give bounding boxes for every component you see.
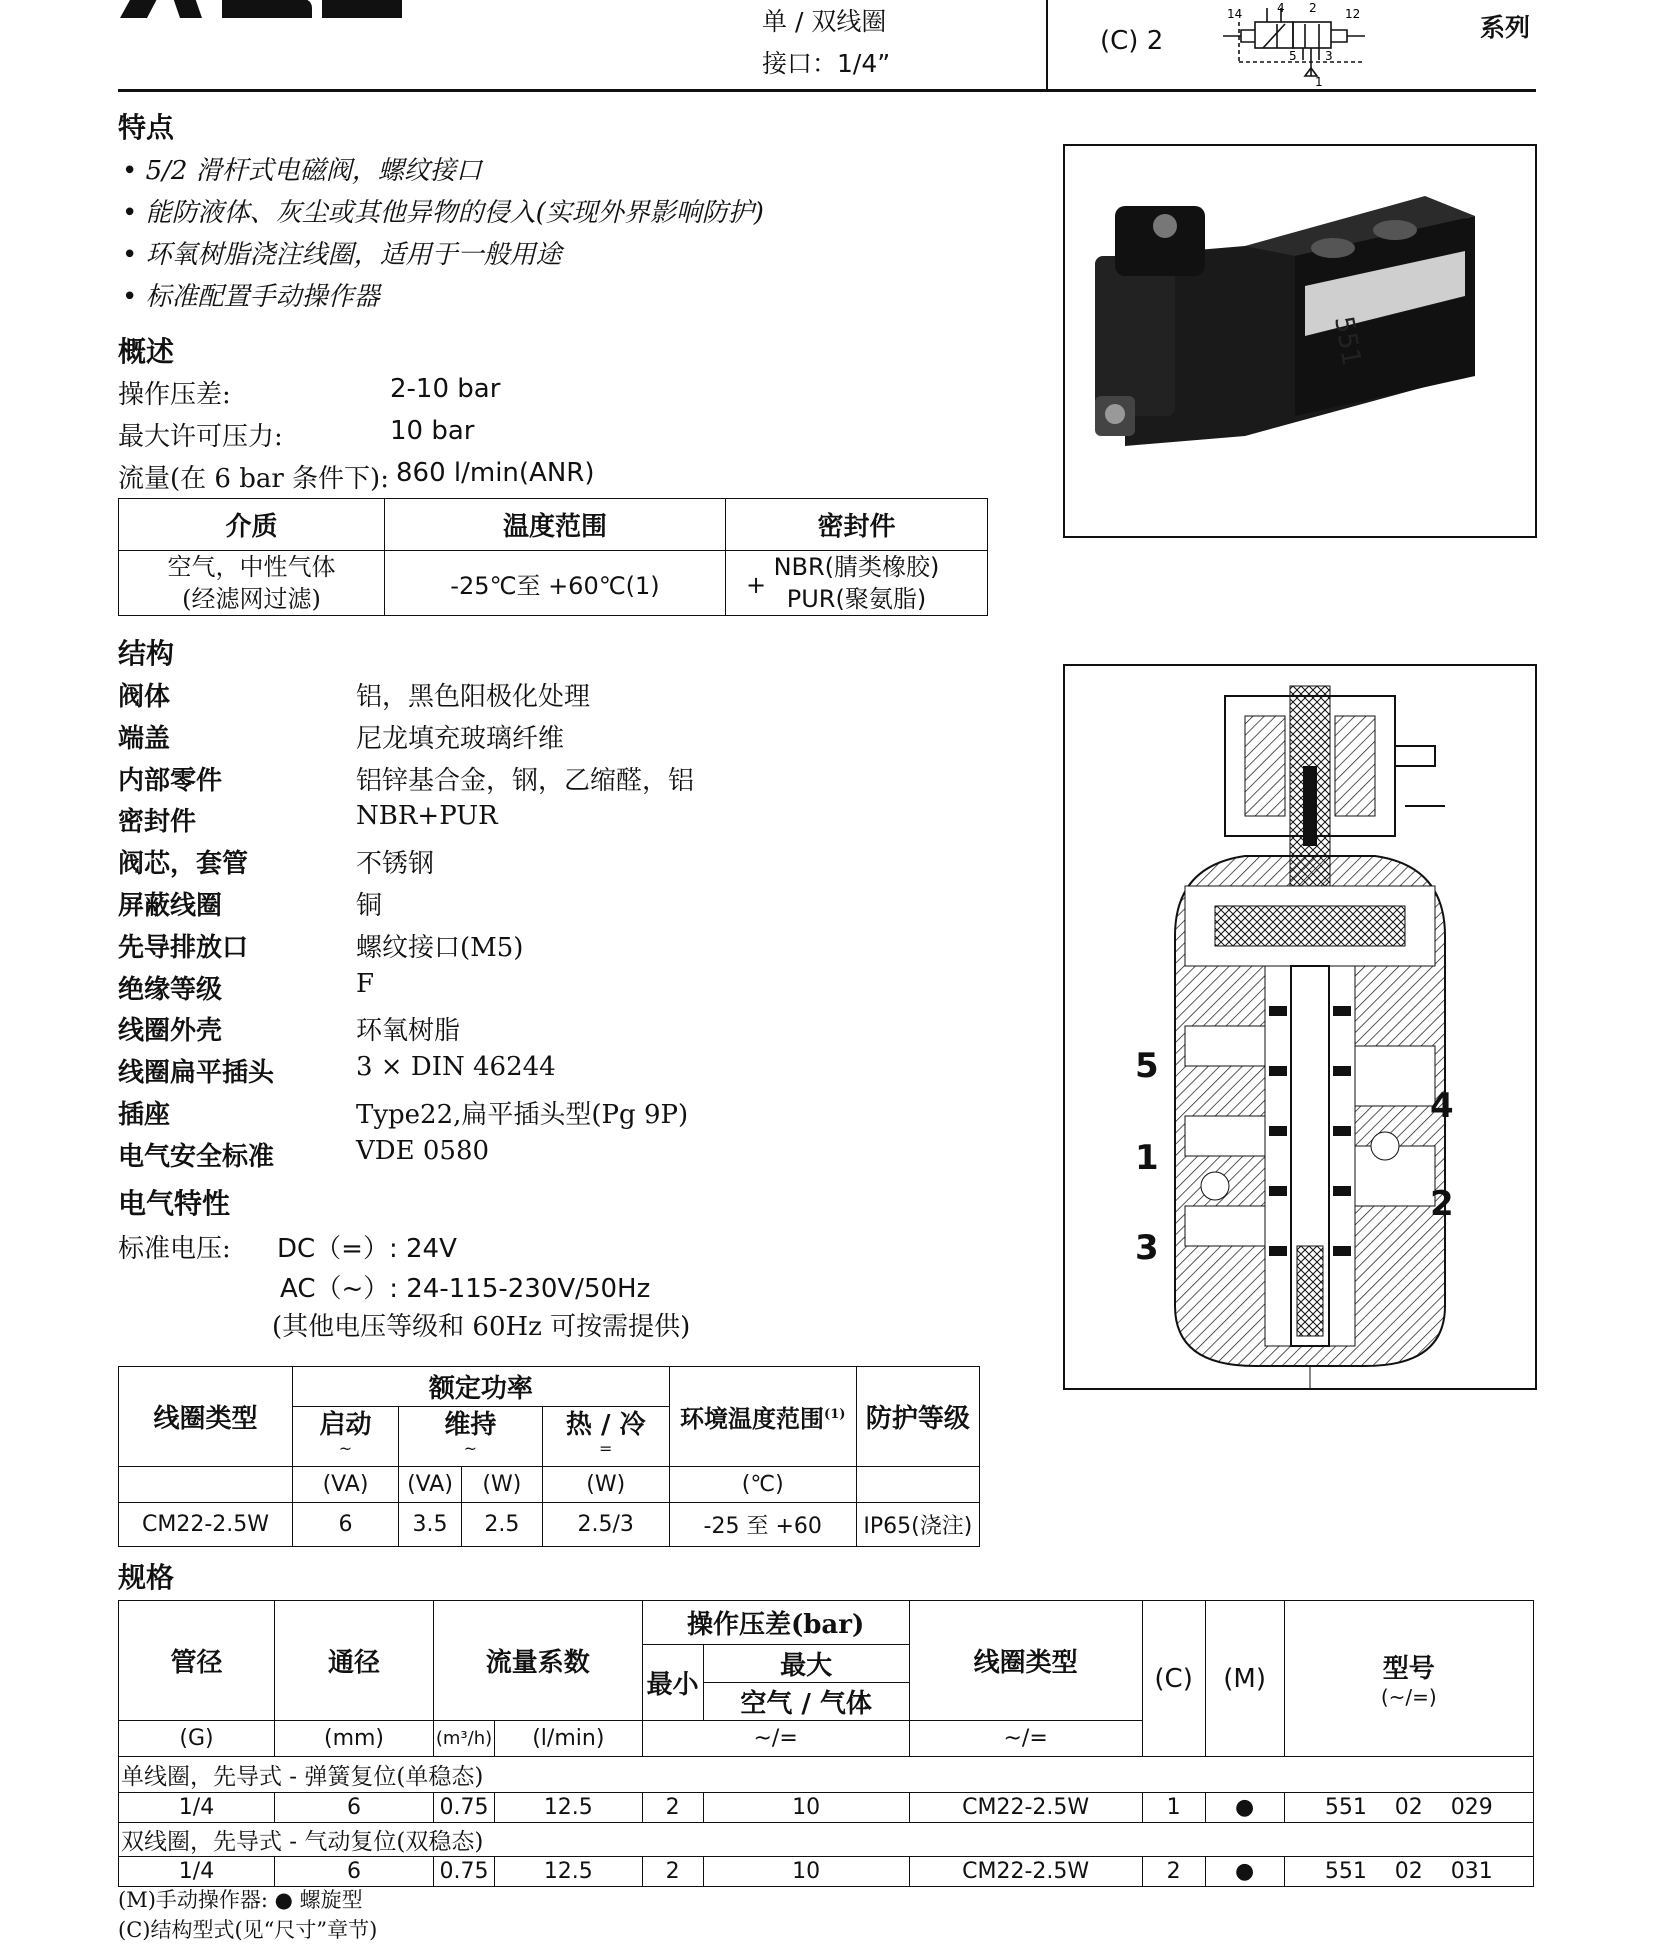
row1-l: 12.5 bbox=[495, 1793, 643, 1823]
feature-item-1: • 5/2 滑杆式电磁阀，螺纹接口 bbox=[122, 156, 482, 186]
coil-cell-type: CM22-2.5W bbox=[119, 1503, 293, 1547]
row2-kv: 0.75 bbox=[434, 1857, 495, 1887]
construction-label: 屏蔽线圈 bbox=[118, 891, 223, 921]
section-port-2: 2 bbox=[1430, 1184, 1454, 1224]
header-series: 系列 bbox=[1480, 13, 1531, 42]
th-hotcold bbox=[542, 1407, 669, 1467]
photo-label: 551 bbox=[1328, 314, 1367, 369]
row2-m: ● bbox=[1205, 1857, 1284, 1887]
features-title: 特点 bbox=[118, 111, 175, 144]
symbol-port-3: 3 bbox=[1325, 49, 1333, 63]
th-model bbox=[1284, 1601, 1533, 1757]
ambient-sup: (1) bbox=[824, 1407, 846, 1422]
construction-label: 先导排放口 bbox=[118, 932, 249, 963]
header-subtitle-2: 接口：1/4” bbox=[762, 49, 891, 78]
overview-value-2: 10 bar bbox=[390, 416, 475, 446]
unit-start: (VA) bbox=[293, 1467, 399, 1503]
construction-value: F bbox=[356, 968, 375, 999]
unit-hotcold: (W) bbox=[542, 1467, 669, 1503]
symbol-port-2: 2 bbox=[1309, 1, 1317, 15]
construction-label: 密封件 bbox=[118, 807, 197, 838]
header-subtitle-1: 单 / 双线圈 bbox=[762, 7, 887, 36]
specs-title: 规格 bbox=[118, 1561, 175, 1594]
ambient-text: 环境温度范围 bbox=[680, 1404, 825, 1433]
medium-line-1: 空气，中性气体 bbox=[167, 553, 336, 581]
construction-value: 铜 bbox=[356, 891, 383, 921]
unit-orifice: (mm) bbox=[275, 1721, 434, 1757]
specs-table bbox=[118, 1600, 1534, 1887]
unit-coil-blank bbox=[119, 1467, 293, 1503]
th-hold bbox=[399, 1407, 543, 1467]
th-seal: 密封件 bbox=[726, 499, 988, 551]
construction-label: 内部零件 bbox=[118, 765, 223, 796]
model-subtitle: (~/=) bbox=[1380, 1685, 1437, 1709]
construction-label: 插座 bbox=[118, 1100, 171, 1130]
symbol-port-1: 1 bbox=[1315, 75, 1323, 89]
unit-kv: (m³/h) bbox=[434, 1721, 495, 1757]
construction-value: 铝，黑色阳极化处理 bbox=[356, 682, 591, 712]
valve-symbol bbox=[1215, 0, 1375, 90]
row2-min: 2 bbox=[642, 1857, 703, 1887]
header-divider bbox=[1046, 0, 1048, 90]
construction-label: 绝缘等级 bbox=[118, 974, 223, 1005]
construction-label: 端盖 bbox=[118, 723, 171, 754]
seal-plus: + bbox=[746, 571, 767, 599]
section-illustration bbox=[1065, 666, 1535, 1388]
row1-min: 2 bbox=[642, 1793, 703, 1823]
row1-orifice: 6 bbox=[275, 1793, 434, 1823]
section-port-3: 3 bbox=[1135, 1228, 1159, 1268]
unit-hold-va: (VA) bbox=[399, 1467, 462, 1503]
td-medium bbox=[119, 551, 385, 616]
start-sym: ~ bbox=[338, 1438, 353, 1458]
section-port-5: 5 bbox=[1135, 1046, 1159, 1086]
th-coil-type-spec: 线圈类型 bbox=[909, 1601, 1142, 1721]
construction-value: 不锈钢 bbox=[356, 849, 435, 880]
voltage-ac: AC（~）: 24-115-230V/50Hz bbox=[280, 1274, 651, 1304]
model-title: 型号 bbox=[1382, 1654, 1435, 1684]
th-medium: 介质 bbox=[119, 499, 385, 551]
start-text: 启动 bbox=[319, 1409, 372, 1440]
voltage-dc: DC（=）: 24V bbox=[277, 1234, 457, 1264]
overview-label-3: 流量(在 6 bar 条件下): bbox=[118, 464, 389, 494]
symbol-port-12: 12 bbox=[1345, 7, 1361, 21]
construction-label: 线圈外壳 bbox=[118, 1016, 223, 1047]
overview-title: 概述 bbox=[118, 335, 175, 368]
unit-l: (l/min) bbox=[495, 1721, 643, 1757]
row2-l: 12.5 bbox=[495, 1857, 643, 1887]
construction-value: 尼龙填充玻璃纤维 bbox=[356, 723, 565, 754]
unit-pressure: ~/= bbox=[642, 1721, 909, 1757]
symbol-port-4: 4 bbox=[1277, 1, 1285, 15]
symbol-port-5: 5 bbox=[1289, 49, 1297, 63]
coil-cell-hold-va: 3.5 bbox=[399, 1503, 462, 1547]
unit-protect-blank bbox=[856, 1467, 979, 1503]
th-rated-power: 额定功率 bbox=[293, 1367, 670, 1407]
construction-value: 铝锌基合金，钢，乙缩醛，铝 bbox=[356, 765, 695, 796]
th-airgas: 空气 / 气体 bbox=[703, 1683, 909, 1721]
coil-cell-start: 6 bbox=[293, 1503, 399, 1547]
seal-line-2: PUR(聚氨脂) bbox=[786, 585, 927, 613]
th-protection: 防护等级 bbox=[856, 1367, 979, 1467]
row2-max: 10 bbox=[703, 1857, 909, 1887]
row2-orifice: 6 bbox=[275, 1857, 434, 1887]
construction-label: 线圈扁平插头 bbox=[118, 1058, 275, 1089]
product-photo bbox=[1063, 144, 1537, 538]
row1-m: ● bbox=[1205, 1793, 1284, 1823]
construction-label: 电气安全标准 bbox=[118, 1141, 275, 1172]
th-min: 最小 bbox=[642, 1645, 703, 1721]
overview-label-2: 最大许可压力: bbox=[118, 422, 283, 452]
row1-max: 10 bbox=[703, 1793, 909, 1823]
feature-item-2: • 能防液体、灰尘或其他异物的侵入(实现外界影响防护) bbox=[122, 198, 764, 228]
coil-cell-protect: IP65(浇注) bbox=[856, 1503, 979, 1547]
th-ambient bbox=[669, 1367, 856, 1467]
coil-table bbox=[118, 1366, 980, 1547]
td-seal bbox=[726, 551, 988, 616]
row2-coil: CM22-2.5W bbox=[909, 1857, 1142, 1887]
construction-label: 阀芯，套管 bbox=[118, 849, 249, 880]
coil-cell-hotcold: 2.5/3 bbox=[542, 1503, 669, 1547]
row1-coil: CM22-2.5W bbox=[909, 1793, 1142, 1823]
hotcold-sym: = bbox=[599, 1438, 613, 1458]
group-2-label: 双线圈，先导式 - 气动复位(双稳态) bbox=[119, 1823, 1534, 1857]
row2-model: 551 02 031 bbox=[1284, 1857, 1533, 1887]
feature-item-3: • 环氧树脂浇注线圈，适用于一般用途 bbox=[122, 240, 562, 270]
row1-pipe: 1/4 bbox=[119, 1793, 275, 1823]
symbol-port-14: 14 bbox=[1227, 7, 1243, 21]
footnote-c: (C)结构型式(见“尺寸”章节) bbox=[118, 1918, 378, 1942]
construction-title: 结构 bbox=[118, 637, 175, 670]
construction-value: Type22,扁平插头型(Pg 9P) bbox=[356, 1100, 689, 1130]
voltage-label: 标准电压: bbox=[118, 1234, 231, 1264]
coil-cell-hold-w: 2.5 bbox=[462, 1503, 543, 1547]
valve-photo-illustration bbox=[1065, 146, 1535, 536]
unit-temp: (℃) bbox=[669, 1467, 856, 1503]
row1-model: 551 02 029 bbox=[1284, 1793, 1533, 1823]
group-1-label: 单线圈，先导式 - 弹簧复位(单稳态) bbox=[119, 1757, 1534, 1793]
medium-table bbox=[118, 498, 988, 616]
hold-text: 维持 bbox=[444, 1409, 497, 1440]
footnote-m: (M)手动操作器: ● 螺旋型 bbox=[118, 1888, 363, 1912]
row2-pipe: 1/4 bbox=[119, 1857, 275, 1887]
section-port-4: 4 bbox=[1430, 1086, 1454, 1126]
hotcold-text: 热 / 冷 bbox=[565, 1409, 646, 1440]
feature-item-4: • 标准配置手动操作器 bbox=[122, 282, 380, 312]
seal-line-1: NBR(腈类橡胶) bbox=[773, 553, 940, 581]
th-flow: 流量系数 bbox=[434, 1601, 643, 1721]
header-rule bbox=[118, 89, 1536, 92]
medium-line-2: (经滤网过滤) bbox=[182, 585, 321, 613]
section-port-1: 1 bbox=[1135, 1138, 1159, 1178]
td-temp: -25℃至 +60℃(1) bbox=[385, 551, 726, 616]
construction-value: 3 × DIN 46244 bbox=[356, 1052, 556, 1083]
th-orifice: 通径 bbox=[275, 1601, 434, 1721]
th-m: (M) bbox=[1205, 1601, 1284, 1757]
hold-sym: ~ bbox=[463, 1438, 478, 1458]
brand-logo bbox=[112, 0, 402, 20]
coil-cell-temp: -25 至 +60 bbox=[669, 1503, 856, 1547]
unit-pipe: (G) bbox=[119, 1721, 275, 1757]
th-start bbox=[293, 1407, 399, 1467]
row1-c: 1 bbox=[1142, 1793, 1205, 1823]
voltage-note: (其他电压等级和 60Hz 可按需提供) bbox=[272, 1312, 691, 1342]
construction-value: 环氧树脂 bbox=[356, 1016, 461, 1047]
row2-c: 2 bbox=[1142, 1857, 1205, 1887]
electrical-title: 电气特性 bbox=[118, 1187, 231, 1220]
construction-label: 阀体 bbox=[118, 682, 171, 712]
th-c: (C) bbox=[1142, 1601, 1205, 1757]
header-c-label: (C) 2 bbox=[1100, 26, 1164, 56]
overview-value-1: 2-10 bar bbox=[390, 374, 501, 404]
row1-kv: 0.75 bbox=[434, 1793, 495, 1823]
construction-value: NBR+PUR bbox=[356, 801, 498, 832]
th-coil-type: 线圈类型 bbox=[119, 1367, 293, 1467]
construction-value: VDE 0580 bbox=[356, 1135, 490, 1166]
table-row bbox=[119, 1857, 1534, 1887]
unit-hold-w: (W) bbox=[462, 1467, 543, 1503]
overview-value-3: 860 l/min(ANR) bbox=[396, 458, 595, 488]
th-max: 最大 bbox=[703, 1645, 909, 1683]
construction-value: 螺纹接口(M5) bbox=[356, 932, 524, 963]
th-temp: 温度范围 bbox=[385, 499, 726, 551]
overview-label-1: 操作压差: bbox=[118, 380, 231, 410]
unit-coil-spec: ~/= bbox=[909, 1721, 1142, 1757]
th-pipe: 管径 bbox=[119, 1601, 275, 1721]
table-row bbox=[119, 1793, 1534, 1823]
th-pressure: 操作压差(bar) bbox=[642, 1601, 909, 1645]
cross-section-drawing bbox=[1063, 664, 1537, 1390]
